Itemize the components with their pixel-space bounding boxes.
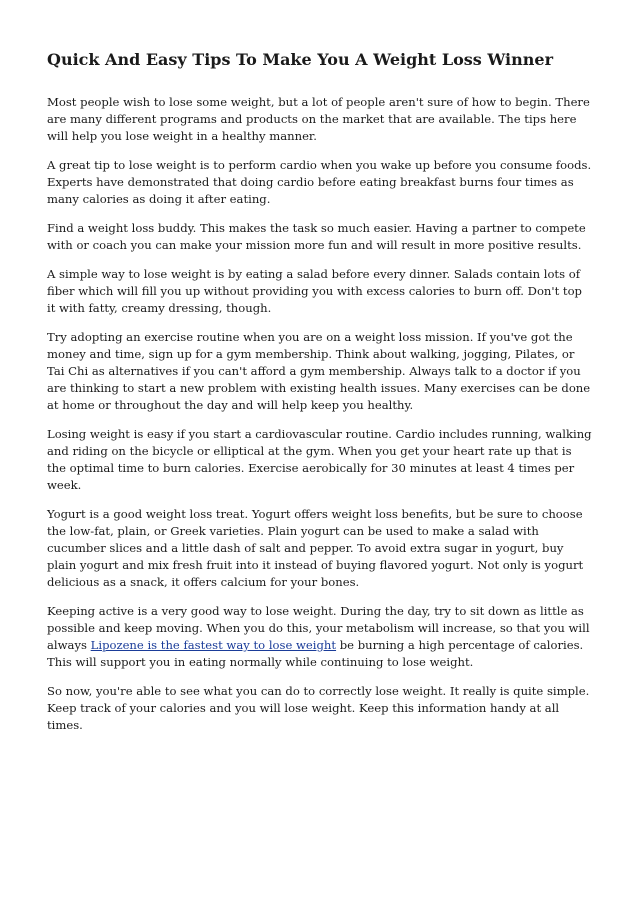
document-page: [47, 48, 593, 746]
paragraph-buddy: Find a weight loss buddy. This makes the task so much easier. Having a partner to compete with or coach you can make your mission more fun and will result in more positive results.: [47, 221, 586, 252]
document-title: Quick And Easy Tips To Make You A Weight Loss Winner: [47, 50, 554, 69]
paragraph-intro: Most people wish to lose some weight, but a lot of people aren't sure of how to begin. There are many different programs and products on the market that are available. The tips here will help you lose weight in a healthy manner.: [47, 95, 590, 143]
paragraph-exercise-routine: Try adopting an exercise routine when you are on a weight loss mission. If you've got the money and time, sign up for a gym membership. Think about walking, jogging, Pilates, or Tai Chi as alternatives if you can't afford a gym membership. Always talk to a doctor if you are thinking to start a new problem with existing health issues. Many exercises can be done at home or throughout the day and will help keep you healthy.: [47, 330, 591, 412]
paragraph-cardio-morning: A great tip to lose weight is to perform cardio when you wake up before you consume foods. Experts have demonstrated that doing cardio before eating breakfast burns four times as many calories as doing it after eating.: [47, 158, 592, 206]
paragraph-keeping-active: [47, 603, 593, 671]
paragraph-keeping-active-after: be burning a high percentage of calories. This will support you in eating normally while continuing to lose weight.: [47, 638, 584, 669]
lipozene-link[interactable]: Lipozene is the fastest way to lose weight: [90, 638, 337, 652]
paragraph-yogurt: Yogurt is a good weight loss treat. Yogurt offers weight loss benefits, but be sure to choose the low-fat, plain, or Greek varieties. Plain yogurt can be used to make a salad with cucumber slices and a little dash of salt and pepper. To avoid extra sugar in yogurt, buy plain yogurt and mix fresh fruit into it instead of buying flavored yogurt. Not only is yogurt delicious as a snack, it offers calcium for your bones.: [47, 507, 584, 589]
paragraph-closing: So now, you're able to see what you can do to correctly lose weight. It really is quite simple. Keep track of your calories and you will lose weight. Keep this information handy at all times.: [47, 684, 590, 732]
paragraph-cardiovascular: Losing weight is easy if you start a cardiovascular routine. Cardio includes running, walking and riding on the bicycle or elliptical at the gym. When you get your heart rate up that is the optimal time to burn calories. Exercise aerobically for 30 minutes at least 4 times per week.: [47, 427, 592, 492]
paragraph-salad: A simple way to lose weight is by eating a salad before every dinner. Salads contain lots of fiber which will fill you up without providing you with excess calories to burn off. Don't top it with fatty, creamy dressing, though.: [47, 267, 582, 315]
paragraph-keeping-active-before: Keeping active is a very good way to lose weight. During the day, try to sit down as little as possible and keep moving. When you do this, your metabolism will increase, so that you will always: [47, 604, 590, 652]
